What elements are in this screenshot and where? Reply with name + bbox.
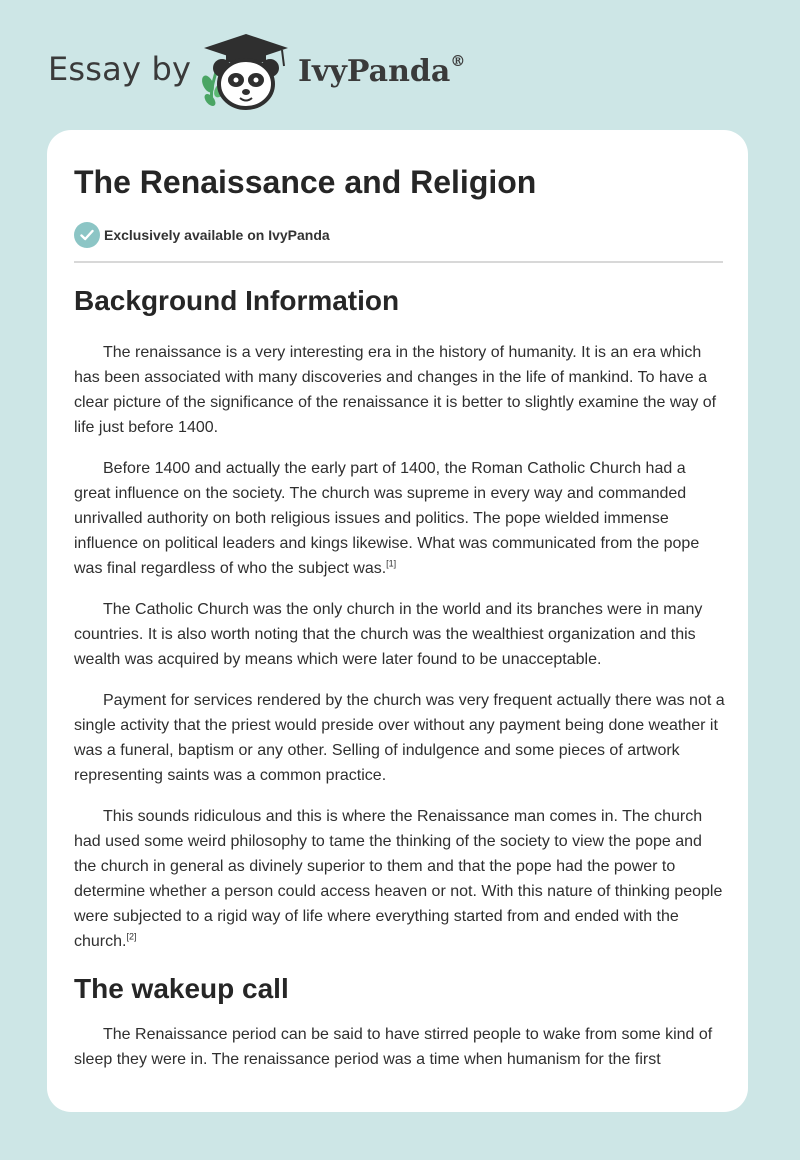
- paragraph: Before 1400 and actually the early part of 1400, the Roman Catholic Church had a great influence on the society. The church was supreme in every way and commanded unrivalled authority on both religious issues and politics. The pope wielded immense influence on political leaders and kings likewise. What was communicated from the pope was final regardless of who the subject was.[1]: [74, 460, 700, 577]
- panda-logo-icon[interactable]: [198, 32, 294, 112]
- exclusive-badge: [74, 222, 330, 248]
- site-header: [0, 0, 800, 128]
- paragraph: This sounds ridiculous and this is where the Renaissance man comes in. The church had used some weird philosophy to tame the thinking of the society to view the pope and the church in general as divinely superior to them and that the pope had the power to determine whether a person could access heaven or not. With this nature of thinking people were subjected to a rigid way of life where everything started from and ended with the church.[2]: [74, 808, 723, 950]
- footnote-ref[interactable]: [2]: [126, 931, 137, 942]
- essay-card: [47, 130, 748, 1112]
- checkmark-icon: [74, 222, 100, 248]
- page-title: The Renaissance and Religion: [74, 164, 537, 200]
- registered-mark: ®: [450, 52, 466, 70]
- paragraph: Payment for services rendered by the church was very frequent actually there was not a single activity that the priest would preside over without any payment being done weather it was a funeral, baptism or any other. Selling of indulgence and some pieces of artwork representing saints was a common practice.: [74, 692, 725, 784]
- essay-body: [74, 282, 726, 1088]
- section-heading: The wakeup call: [74, 973, 289, 1004]
- essay-by-label: Essay by: [48, 50, 192, 88]
- brand-name-text: IvyPanda: [298, 54, 451, 89]
- section-heading: Background Information: [74, 285, 400, 316]
- footnote-ref[interactable]: [1]: [386, 558, 397, 569]
- paragraph: The Renaissance period can be said to have stirred people to wake from some kind of sleep they were in. The renaissance period was a time when humanism for the first: [74, 1026, 713, 1068]
- brand-name[interactable]: [298, 54, 465, 89]
- paragraph: The Catholic Church was the only church in the world and its branches were in many countries. It is also worth noting that the church was the wealthiest organization and this wealth was acquired by means which were later found to be unacceptable.: [74, 601, 703, 668]
- title-divider: [74, 261, 723, 263]
- badge-label: Exclusively available on IvyPanda: [104, 227, 330, 243]
- paragraph: The renaissance is a very interesting era in the history of humanity. It is an era which has been associated with many discoveries and changes in the life of mankind. To have a clear picture of the significance of the renaissance it is better to slightly examine the way of life just before 1400.: [74, 344, 717, 436]
